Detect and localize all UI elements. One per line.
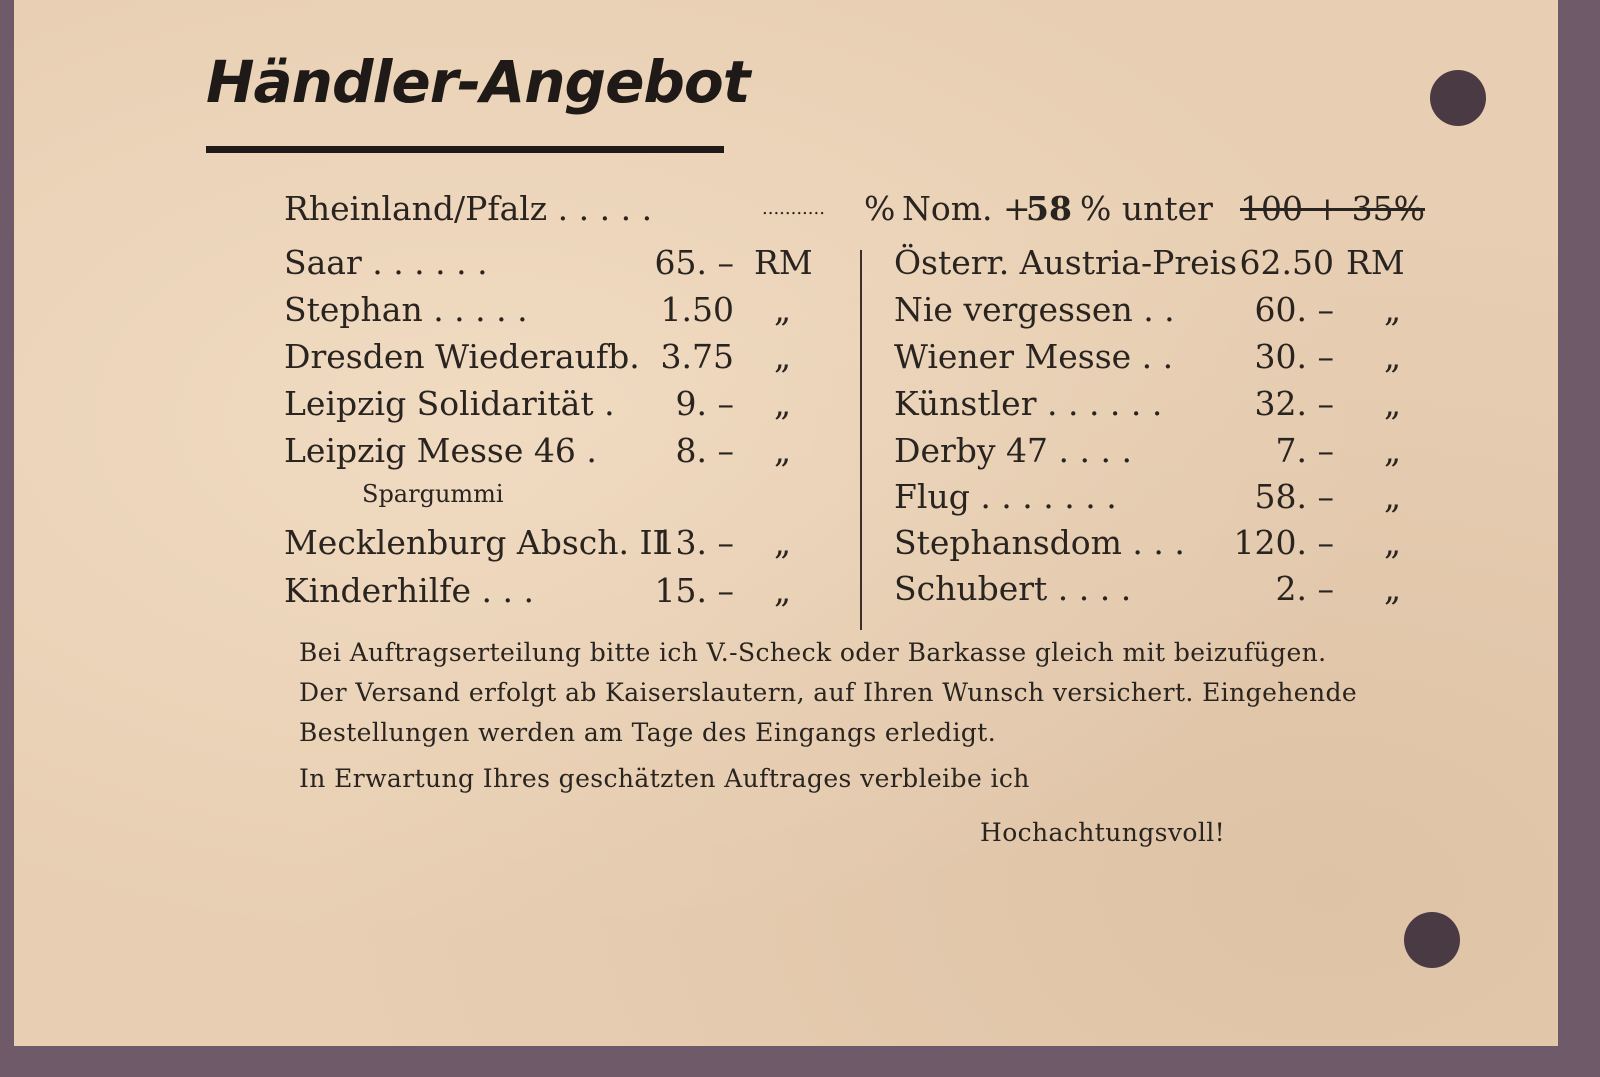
- list-item: Stephansdom . . . 120. – „: [894, 523, 1402, 562]
- list-item: Flug . . . . . . . 58. – „: [894, 477, 1402, 516]
- header-label: Rheinland/Pfalz . . . . .: [284, 189, 653, 228]
- title-underline: [206, 146, 724, 153]
- header-row: [284, 189, 1434, 232]
- header-percent: %: [864, 189, 896, 228]
- punch-hole-bottom: [1404, 912, 1460, 968]
- list-item: Schubert . . . . 2. – „: [894, 569, 1402, 608]
- list-item: Kinderhilfe . . . 15. – „: [284, 571, 792, 610]
- header-nom: Nom. +: [902, 189, 1031, 228]
- list-item-note: Spargummi: [362, 480, 504, 508]
- list-item: Österr. Austria-Preis 62.50 RM: [894, 243, 1405, 282]
- list-item: Leipzig Messe 46 . 8. – „: [284, 431, 792, 470]
- paragraph-line: Bestellungen werden am Tage des Eingangs erledigt.: [299, 718, 997, 747]
- header-dots: ...........: [762, 198, 825, 219]
- header-struck: 100 + 35%: [1240, 189, 1425, 228]
- closing-line: In Erwartung Ihres geschätzten Auftrages verbleibe ich: [299, 764, 1030, 793]
- list-item: Dresden Wiederaufb. 3.75 „: [284, 337, 792, 376]
- signoff: Hochachtungsvoll!: [980, 818, 1226, 847]
- paragraph-line: Bei Auftragserteilung bitte ich V.-Scheck oder Barkasse gleich mit beizufügen.: [299, 638, 1327, 667]
- list-item: Derby 47 . . . . 7. – „: [894, 431, 1402, 470]
- header-nom-value: 58: [1026, 189, 1072, 228]
- list-item: Künstler . . . . . . 32. – „: [894, 384, 1402, 423]
- offer-card: [14, 0, 1558, 1046]
- list-item: Nie vergessen . . 60. – „: [894, 290, 1402, 329]
- list-item: Leipzig Solidarität . 9. – „: [284, 384, 792, 423]
- page-title: Händler-Angebot: [206, 48, 750, 116]
- list-item: Saar . . . . . . 65. – RM: [284, 243, 813, 282]
- list-item: Wiener Messe . . 30. – „: [894, 337, 1402, 376]
- header-unter: % unter: [1080, 189, 1213, 228]
- list-item: Mecklenburg Absch. II 13. – „: [284, 523, 792, 562]
- paragraph-line: Der Versand erfolgt ab Kaiserslautern, auf Ihren Wunsch versichert. Eingehende: [299, 678, 1358, 707]
- column-divider: [860, 250, 862, 630]
- list-item: Stephan . . . . . 1.50 „: [284, 290, 792, 329]
- punch-hole-top: [1430, 70, 1486, 126]
